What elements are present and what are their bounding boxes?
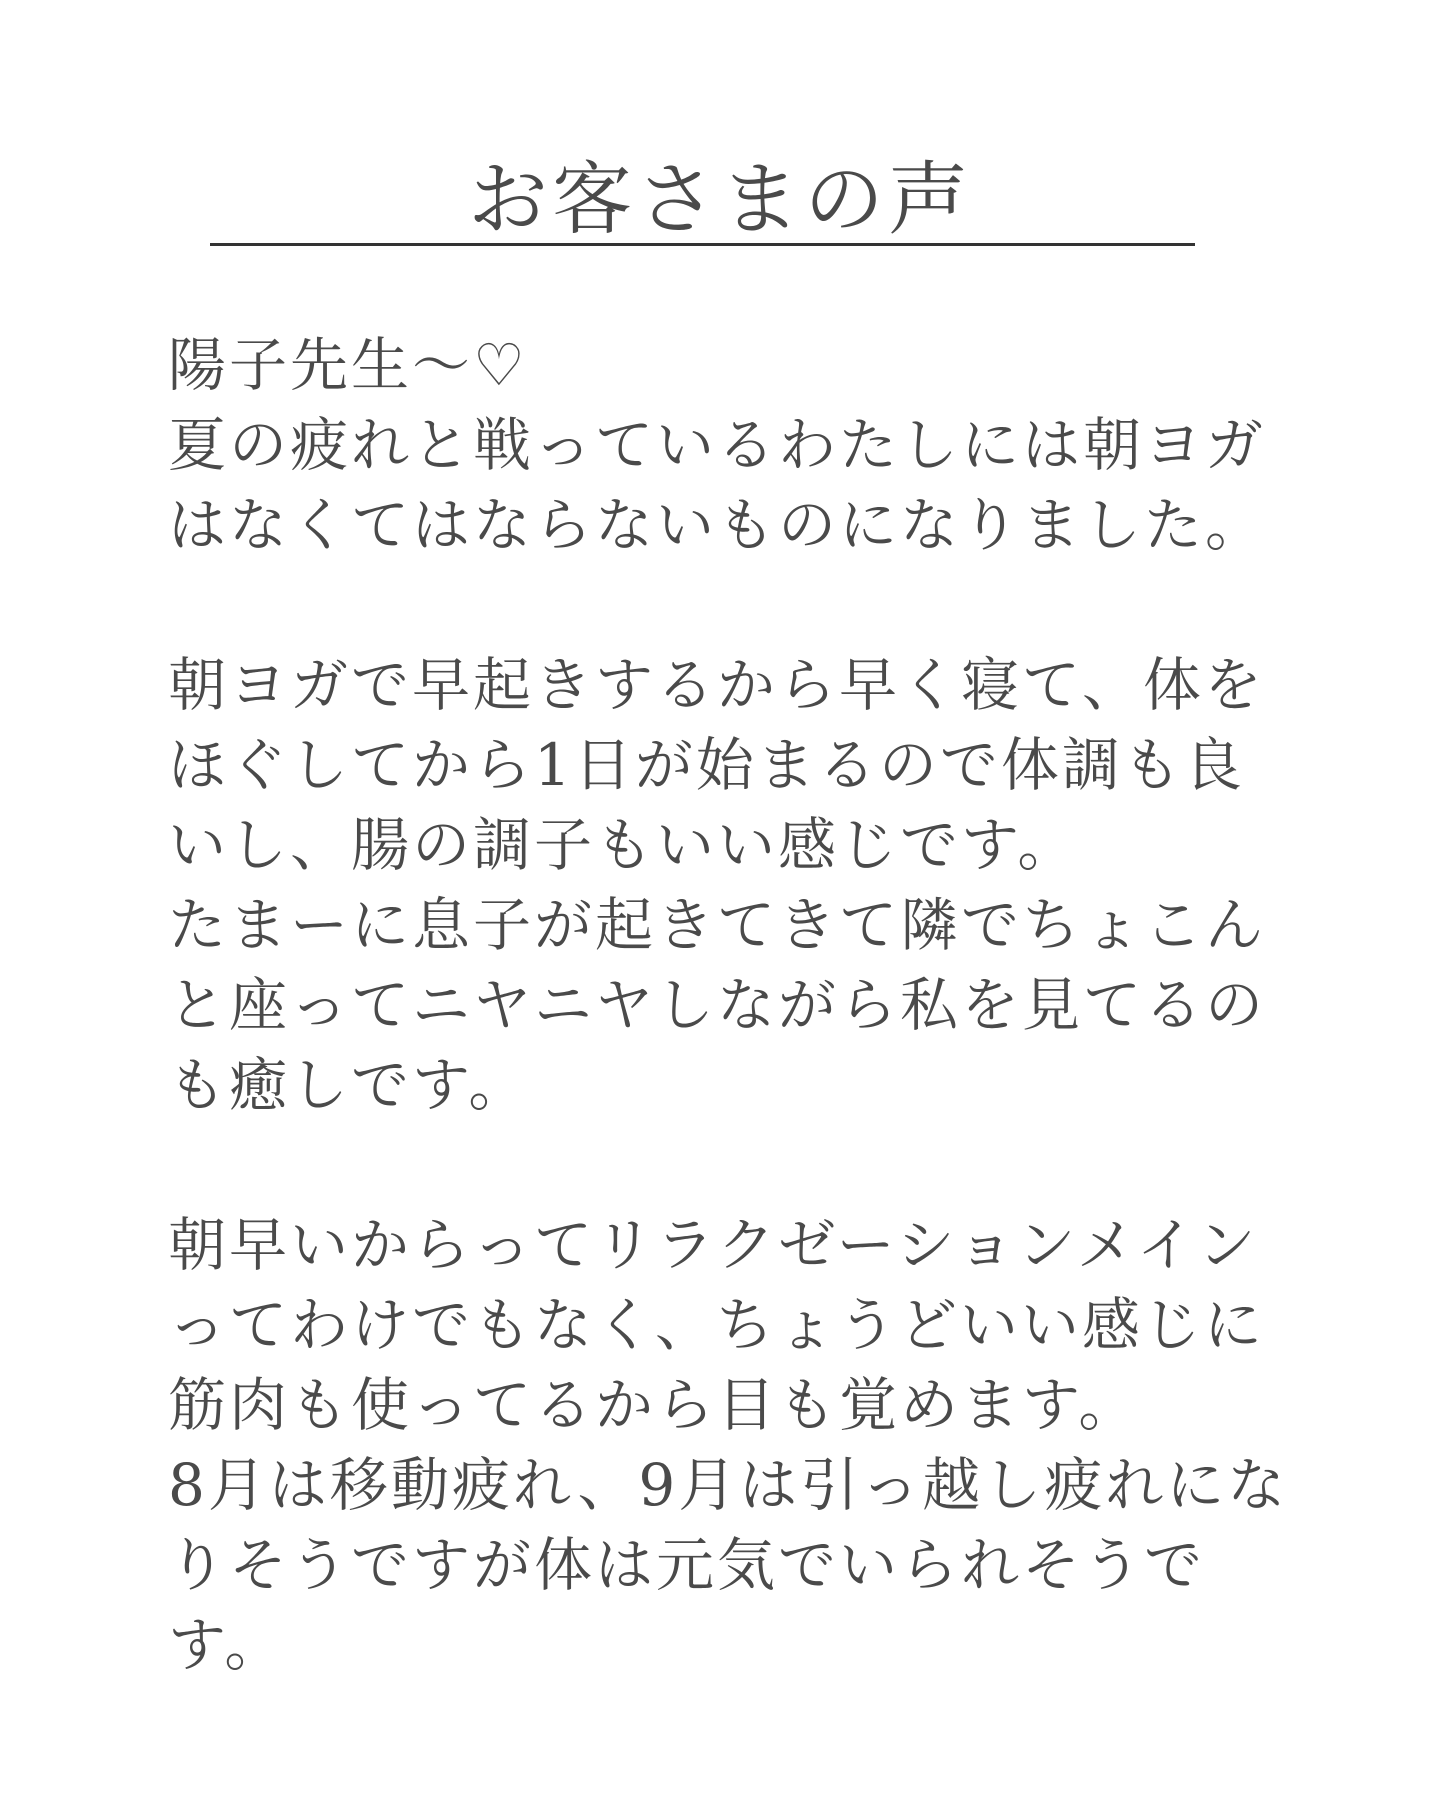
paragraph-spacer — [168, 1125, 1288, 1205]
paragraph-2 — [168, 645, 1288, 1125]
text-line: はなくてはならないものになりました。 — [168, 491, 1267, 559]
text-line: 筋肉も使ってるから目も覚めます。 — [168, 1371, 1140, 1439]
paragraph-3 — [168, 1205, 1288, 1685]
text-line: 8月は移動疲れ、9月は引っ越し疲れにな — [168, 1451, 1289, 1519]
testimonial-body — [168, 325, 1288, 1685]
page-title: お客さまの声 — [468, 153, 972, 246]
text-line: も癒しです。 — [168, 1051, 530, 1119]
paragraph-spacer — [168, 565, 1288, 645]
text-line: 陽子先生〜♡ — [168, 331, 528, 399]
title-underline — [210, 243, 1195, 246]
text-line: 夏の疲れと戦っているわたしには朝ヨガ — [168, 411, 1267, 479]
text-line: ほぐしてから1日が始まるので体調も良 — [168, 731, 1245, 799]
text-line: 朝ヨガで早起きするから早く寝て、体を — [168, 651, 1265, 719]
text-line: と座ってニヤニヤしながら私を見てるの — [168, 971, 1267, 1039]
text-line: ってわけでもなく、ちょうどいい感じに — [168, 1291, 1265, 1359]
text-line: たまーに息子が起きてきて隣でちょこん — [168, 891, 1267, 959]
paragraph-1 — [168, 325, 1288, 565]
text-line: りそうですが体は元気でいられそうで — [168, 1531, 1206, 1599]
text-line: 朝早いからってリラクゼーションメイン — [168, 1211, 1259, 1279]
text-line: す。 — [168, 1611, 286, 1679]
text-line: いし、腸の調子もいい感じです。 — [168, 811, 1079, 879]
